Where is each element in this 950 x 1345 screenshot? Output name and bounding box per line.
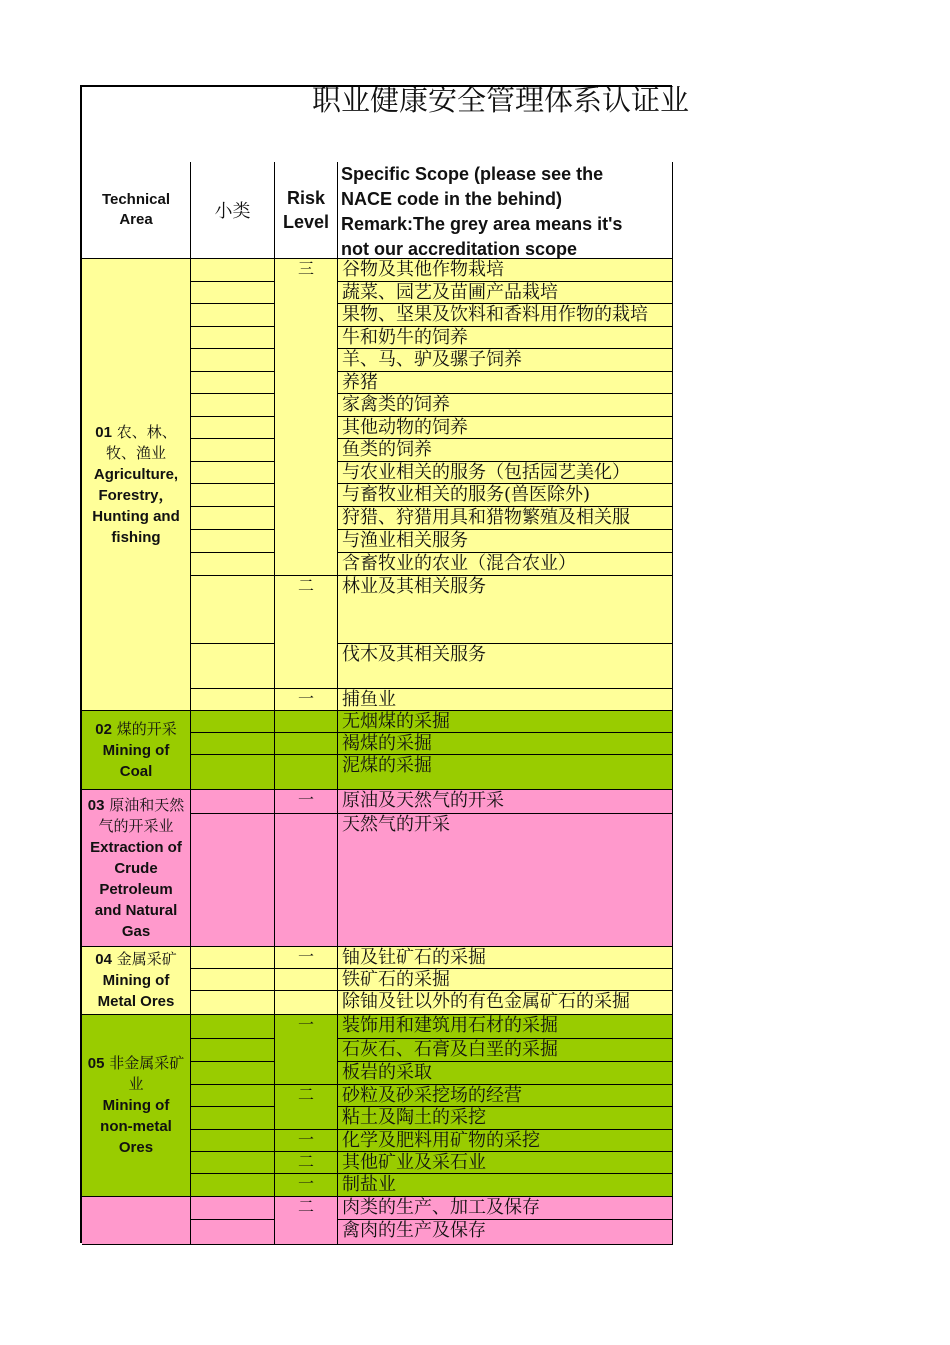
scope-item: 除铀及钍以外的有色金属矿石的采掘 xyxy=(338,991,673,1015)
subcategory-cell xyxy=(191,1220,275,1245)
subcategory-cell xyxy=(191,1107,275,1130)
scope-item: 化学及肥料用矿物的采挖 xyxy=(338,1130,673,1152)
area-01: 01 农、林、牧、渔业 Agriculture, Forestry，Hunting and fishing xyxy=(82,259,191,711)
scope-item: 原油及天然气的开采 xyxy=(338,790,673,814)
subcategory-cell xyxy=(191,1085,275,1107)
subcategory-cell xyxy=(191,439,275,462)
area-06 xyxy=(82,1197,191,1245)
risk-level-cell xyxy=(275,991,338,1015)
document-title: 职业健康安全管理体系认证业 xyxy=(312,83,690,117)
scope-item: 无烟煤的采掘 xyxy=(338,711,673,733)
scope-item: 鱼类的饲养 xyxy=(338,439,673,462)
scope-item: 天然气的开采 xyxy=(338,814,673,947)
subcategory-cell xyxy=(191,282,275,304)
subcategory-cell xyxy=(191,394,275,417)
risk-level-cell xyxy=(275,733,338,755)
subcategory-cell xyxy=(191,530,275,553)
scope-item: 装饰用和建筑用石材的采掘 xyxy=(338,1015,673,1039)
risk-level-cell: 一 xyxy=(275,790,338,814)
scope-item: 肉类的生产、加工及保存 xyxy=(338,1197,673,1220)
scope-item: 家禽类的饲养 xyxy=(338,394,673,417)
subcategory-cell xyxy=(191,372,275,394)
risk-level-cell: 一 xyxy=(275,947,338,969)
subcategory-cell xyxy=(191,259,275,282)
risk-level-cell: 一 xyxy=(275,1174,338,1197)
risk-level-cell: 三 xyxy=(275,259,338,576)
header-risk-level: Risk Level xyxy=(275,162,338,259)
scope-table xyxy=(80,85,672,1243)
risk-level-cell xyxy=(275,755,338,790)
subcategory-cell xyxy=(191,790,275,814)
scope-item: 含畜牧业的农业（混合农业） xyxy=(338,553,673,576)
scope-item: 蔬菜、园艺及苗圃产品栽培 xyxy=(338,282,673,304)
subcategory-cell xyxy=(191,484,275,507)
subcategory-cell xyxy=(191,327,275,349)
scope-item: 褐煤的采掘 xyxy=(338,733,673,755)
scope-item: 板岩的采取 xyxy=(338,1062,673,1085)
subcategory-cell xyxy=(191,755,275,790)
area-02: 02 煤的开采 Mining of Coal xyxy=(82,711,191,790)
scope-item: 制盐业 xyxy=(338,1174,673,1197)
scope-item: 其他矿业及采石业 xyxy=(338,1152,673,1174)
subcategory-cell xyxy=(191,814,275,947)
subcategory-cell xyxy=(191,733,275,755)
scope-item: 伐木及其相关服务 xyxy=(338,644,673,689)
header-technical-area: Technical Area xyxy=(82,162,191,259)
subcategory-cell xyxy=(191,1062,275,1085)
subcategory-cell xyxy=(191,553,275,576)
area-05: 05 非金属采矿业 Mining of non-metal Ores xyxy=(82,1015,191,1197)
subcategory-cell xyxy=(191,417,275,439)
scope-item: 粘土及陶土的采挖 xyxy=(338,1107,673,1130)
subcategory-cell xyxy=(191,1015,275,1039)
scope-item: 泥煤的采掘 xyxy=(338,755,673,790)
scope-item: 羊、马、驴及骡子饲养 xyxy=(338,349,673,372)
risk-level-cell xyxy=(275,969,338,991)
scope-item: 石灰石、石膏及白垩的采掘 xyxy=(338,1039,673,1062)
scope-item: 果物、坚果及饮料和香料用作物的栽培 xyxy=(338,304,673,327)
scope-item: 捕鱼业 xyxy=(338,689,673,711)
scope-item: 狩猎、狩猎用具和猎物繁殖及相关服 xyxy=(338,507,673,530)
scope-item: 养猪 xyxy=(338,372,673,394)
subcategory-cell xyxy=(191,1197,275,1220)
header-subcategory: 小类 xyxy=(191,162,275,259)
subcategory-cell xyxy=(191,304,275,327)
subcategory-cell xyxy=(191,1174,275,1197)
header-specific-scope: Specific Scope (please see the NACE code in the behind) Remark:The grey area means it's not our accreditation scope xyxy=(338,162,673,259)
scope-item: 砂粒及砂采挖场的经营 xyxy=(338,1085,673,1107)
subcategory-cell xyxy=(191,1152,275,1174)
risk-level-cell: 一 xyxy=(275,1015,338,1085)
area-04: 04 金属采矿 Mining of Metal Ores xyxy=(82,947,191,1015)
subcategory-cell xyxy=(191,969,275,991)
scope-item: 谷物及其他作物栽培 xyxy=(338,259,673,282)
scope-item: 铁矿石的采掘 xyxy=(338,969,673,991)
subcategory-cell xyxy=(191,711,275,733)
scope-item: 与农业相关的服务（包括园艺美化） xyxy=(338,462,673,484)
subcategory-cell xyxy=(191,462,275,484)
area-03: 03 原油和天然气的开采业 Extraction of Crude Petroleum and Natural Gas xyxy=(82,790,191,947)
scope-item: 林业及其相关服务 xyxy=(338,576,673,644)
risk-level-cell: 二 xyxy=(275,1152,338,1174)
scope-item: 牛和奶牛的饲养 xyxy=(338,327,673,349)
risk-level-cell: 二 xyxy=(275,576,338,689)
risk-level-cell: 二 xyxy=(275,1197,338,1245)
subcategory-cell xyxy=(191,644,275,689)
subcategory-cell xyxy=(191,689,275,711)
risk-level-cell xyxy=(275,711,338,733)
subcategory-cell xyxy=(191,947,275,969)
risk-level-cell xyxy=(275,814,338,947)
scope-item: 铀及钍矿石的采掘 xyxy=(338,947,673,969)
scope-item: 其他动物的饲养 xyxy=(338,417,673,439)
subcategory-cell xyxy=(191,1130,275,1152)
subcategory-cell xyxy=(191,991,275,1015)
risk-level-cell: 一 xyxy=(275,689,338,711)
scope-item: 与畜牧业相关的服务(兽医除外) xyxy=(338,484,673,507)
subcategory-cell xyxy=(191,576,275,644)
risk-level-cell: 二 xyxy=(275,1085,338,1130)
subcategory-cell xyxy=(191,507,275,530)
risk-level-cell: 一 xyxy=(275,1130,338,1152)
subcategory-cell xyxy=(191,1039,275,1062)
subcategory-cell xyxy=(191,349,275,372)
scope-item: 与渔业相关服务 xyxy=(338,530,673,553)
scope-item: 禽肉的生产及保存 xyxy=(338,1220,673,1245)
